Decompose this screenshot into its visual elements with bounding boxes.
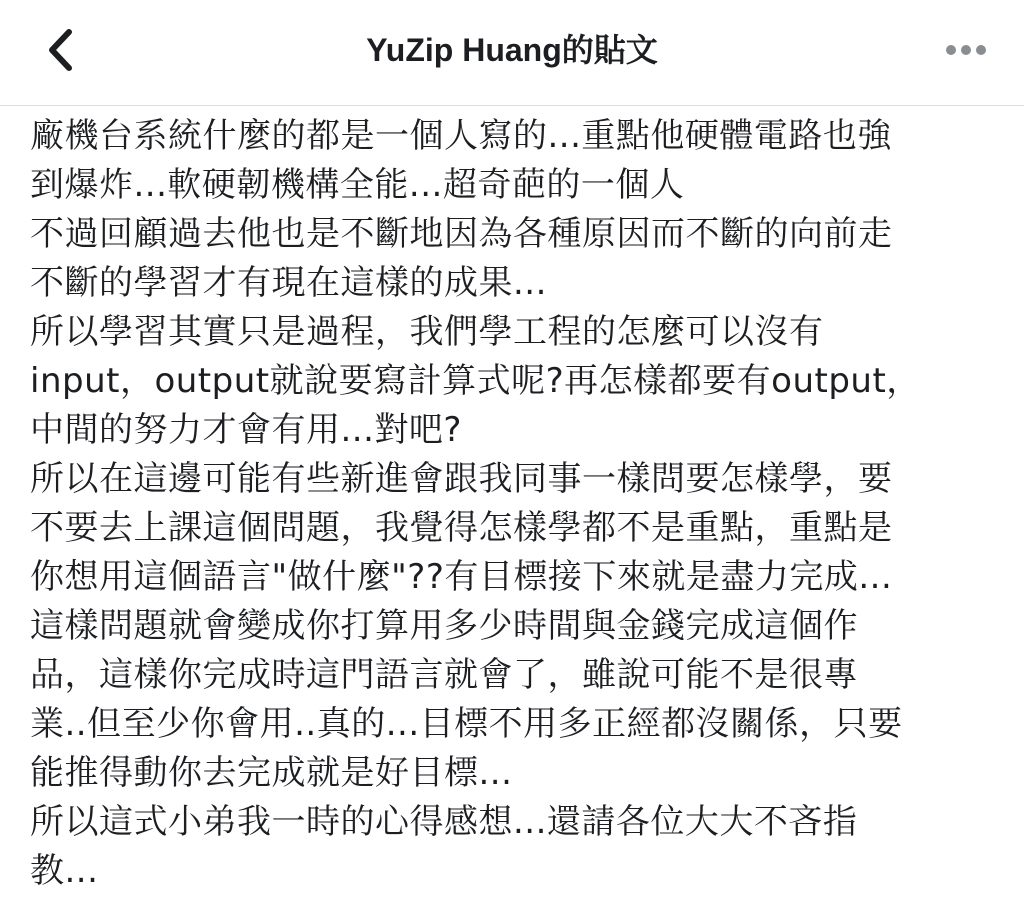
post-text-line: 中間的努力才會有用...對吧?	[30, 410, 462, 450]
back-button[interactable]	[30, 22, 90, 78]
post-text-line: 廠機台系統什麼的都是一個人寫的...重點他硬體電路也強	[30, 116, 892, 156]
post-text-line: input，output就說要寫計算式呢?再怎樣都要有output，	[30, 361, 921, 401]
post-text-line: 所以這式小弟我一時的心得感想...還請各位大大不吝指	[30, 802, 858, 842]
more-options-button[interactable]	[938, 28, 994, 72]
chevron-left-icon	[45, 28, 75, 72]
post-text-line: 不過回顧過去他也是不斷地因為各種原因而不斷的向前走	[30, 214, 893, 254]
post-text-line: 你想用這個語言"做什麼"??有目標接下來就是盡力完成...	[30, 557, 893, 597]
post-text-line: 到爆炸...軟硬韌機構全能...超奇葩的一個人	[30, 165, 685, 205]
post-body	[30, 112, 1005, 907]
more-horizontal-icon	[944, 43, 988, 57]
post-text-line: 不斷的學習才有現在這樣的成果...	[30, 263, 547, 303]
post-text-line: 品，這樣你完成時這門語言就會了，雖說可能不是很專	[30, 655, 858, 695]
post-text-line: 能推得動你去完成就是好目標...	[30, 753, 513, 793]
page-title: YuZip Huang的貼文	[366, 32, 658, 68]
post-text-line: 所以學習其實只是過程，我們學工程的怎麼可以沒有	[30, 312, 824, 352]
post-text-line: 業..但至少你會用..真的...目標不用多正經都沒關係，只要	[30, 704, 903, 744]
post-text-line: 這樣問題就會變成你打算用多少時間與金錢完成這個作	[30, 606, 858, 646]
post-text-line: 教...	[30, 851, 99, 891]
post-text-line: 所以在這邊可能有些新進會跟我同事一樣問要怎樣學，要	[30, 459, 893, 499]
post-text-line: 不要去上課這個問題，我覺得怎樣學都不是重點，重點是	[30, 508, 893, 548]
top-navigation-bar	[0, 0, 1024, 106]
